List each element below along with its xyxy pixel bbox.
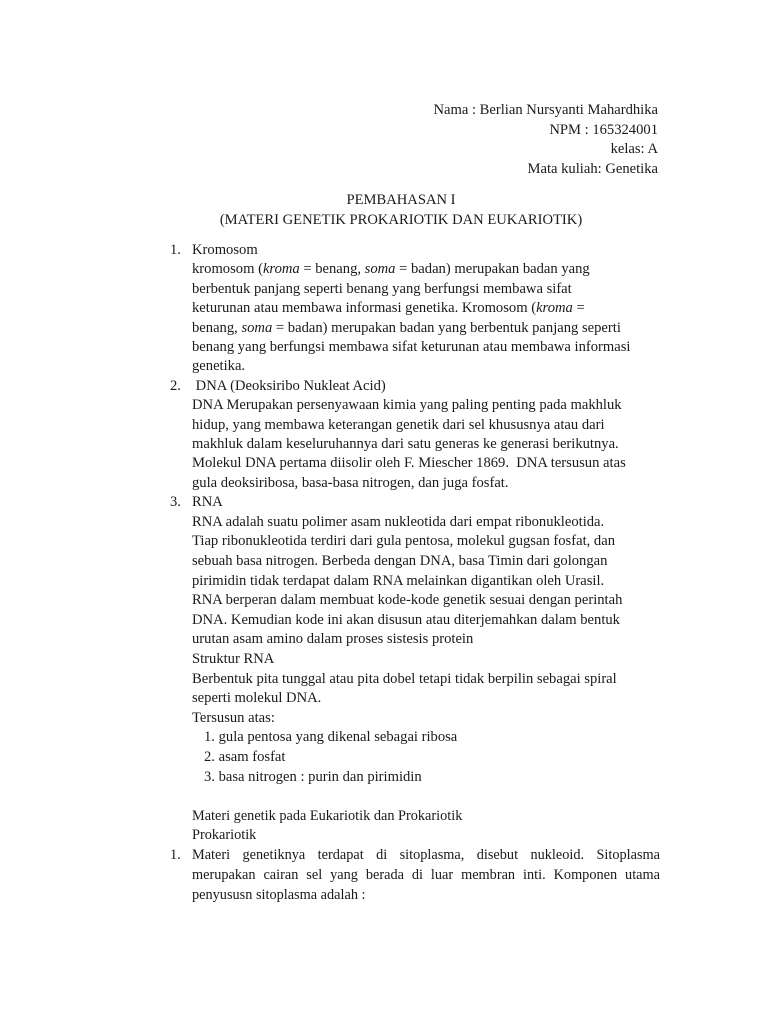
section-heading: RNA [192, 494, 223, 511]
list-item: 1. gula pentosa yang dikenal sebagai ribosa [204, 729, 458, 746]
paragraph-line: benang yang berfungsi membawa sifat keturunan atau membawa informasi [192, 339, 631, 356]
paragraph-line: merupakan cairan sel yang berada di luar membran inti. Komponen utama [192, 866, 660, 883]
paragraph-line: Tersusun atas: [192, 709, 275, 726]
student-info [433, 101, 658, 179]
paragraph-line: kromosom (kroma = benang, soma = badan) merupakan badan yang [192, 261, 590, 278]
paragraph-line: genetika. [192, 358, 246, 375]
section-number: 3. [170, 494, 181, 511]
section-number: 2. [170, 377, 181, 394]
section-heading: DNA (Deoksiribo Nukleat Acid) [192, 377, 386, 394]
paragraph-line: urutan asam amino dalam proses sistesis protein [192, 631, 474, 648]
paragraph-line: sebuah basa nitrogen. Berbeda dengan DNA, basa Timin dari golongan [192, 553, 608, 570]
paragraph-line: pirimidin tidak terdapat dalam RNA melainkan digantikan oleh Urasil. [192, 572, 605, 589]
paragraph-line: DNA. Kemudian kode ini akan disusun atau diterjemahkan dalam bentuk [192, 611, 620, 628]
paragraph-line: penyususn sitoplasma adalah : [192, 886, 366, 903]
paragraph-line: Tiap ribonukleotida terdiri dari gula pentosa, molekul gugsan fosfat, dan [192, 533, 615, 550]
paragraph-line: RNA adalah suatu polimer asam nukleotida dari empat ribonukleotida. [192, 513, 605, 530]
list-item: 3. basa nitrogen : purin dan pirimidin [204, 768, 422, 785]
student-class: kelas: A [610, 141, 658, 157]
paragraph-line: RNA berperan dalam membuat kode-kode genetik sesuai dengan perintah [192, 592, 623, 609]
paragraph-line: Molekul DNA pertama diisolir oleh F. Miescher 1869. DNA tersusun atas [192, 455, 626, 472]
paragraph-line: berbentuk panjang seperti benang yang berfungsi membawa sifat [192, 280, 572, 297]
course-name: Mata kuliah: Genetika [527, 160, 658, 177]
paragraph-line: hidup, yang membawa keterangan genetik dari sel khususnya atau dari [192, 416, 605, 433]
section-number: 1. [170, 242, 181, 258]
paragraph-line: keturunan atau membawa informasi genetika. Kromosom (kroma = [192, 300, 585, 317]
paragraph-line: Berbentuk pita tunggal atau pita dobel tetapi tidak berpilin sebagai spiral [192, 670, 617, 687]
prokaryote-heading: Prokariotik [192, 827, 257, 844]
paragraph-line: benang, soma = badan) merupakan badan yang berbentuk panjang seperti [192, 319, 621, 336]
title-line-2: (MATERI GENETIK PROKARIOTIK DAN EUKARIOTIK) [219, 211, 583, 228]
rna-components-list [192, 728, 660, 787]
paragraph-line: DNA Merupakan persenyawaan kimia yang paling penting pada makhluk [192, 397, 622, 414]
genetic-material-section [0, 807, 768, 906]
student-npm: NPM : 165324001 [549, 121, 658, 138]
section-dna [0, 377, 768, 493]
section-rna [0, 493, 768, 787]
paragraph-line: Materi genetiknya terdapat di sitoplasma, disebut nukleoid. Sitoplasma [192, 847, 660, 864]
eukaryote-heading: Materi genetik pada Eukariotik dan Prokariotik [192, 807, 463, 824]
section-number: 1. [170, 847, 181, 864]
subheading-struktur-rna: Struktur RNA [192, 651, 275, 668]
list-item: 2. asam fosfat [204, 749, 286, 765]
title-line-1: PEMBAHASAN I [346, 192, 456, 208]
student-name: Nama : Berlian Nursyanti Mahardhika [433, 102, 658, 118]
document-body [0, 241, 768, 905]
prokaryote-item [0, 846, 768, 905]
document-title [0, 191, 768, 230]
paragraph-line: gula deoksiribosa, basa-basa nitrogen, dan juga fosfat. [192, 474, 509, 491]
section-heading: Kromosom [192, 242, 258, 258]
section-kromosom [0, 241, 768, 377]
paragraph-line: seperti molekul DNA. [192, 690, 322, 707]
paragraph-line: makhluk dalam keseluruhannya dari satu generas ke generasi berikutnya. [192, 436, 619, 453]
